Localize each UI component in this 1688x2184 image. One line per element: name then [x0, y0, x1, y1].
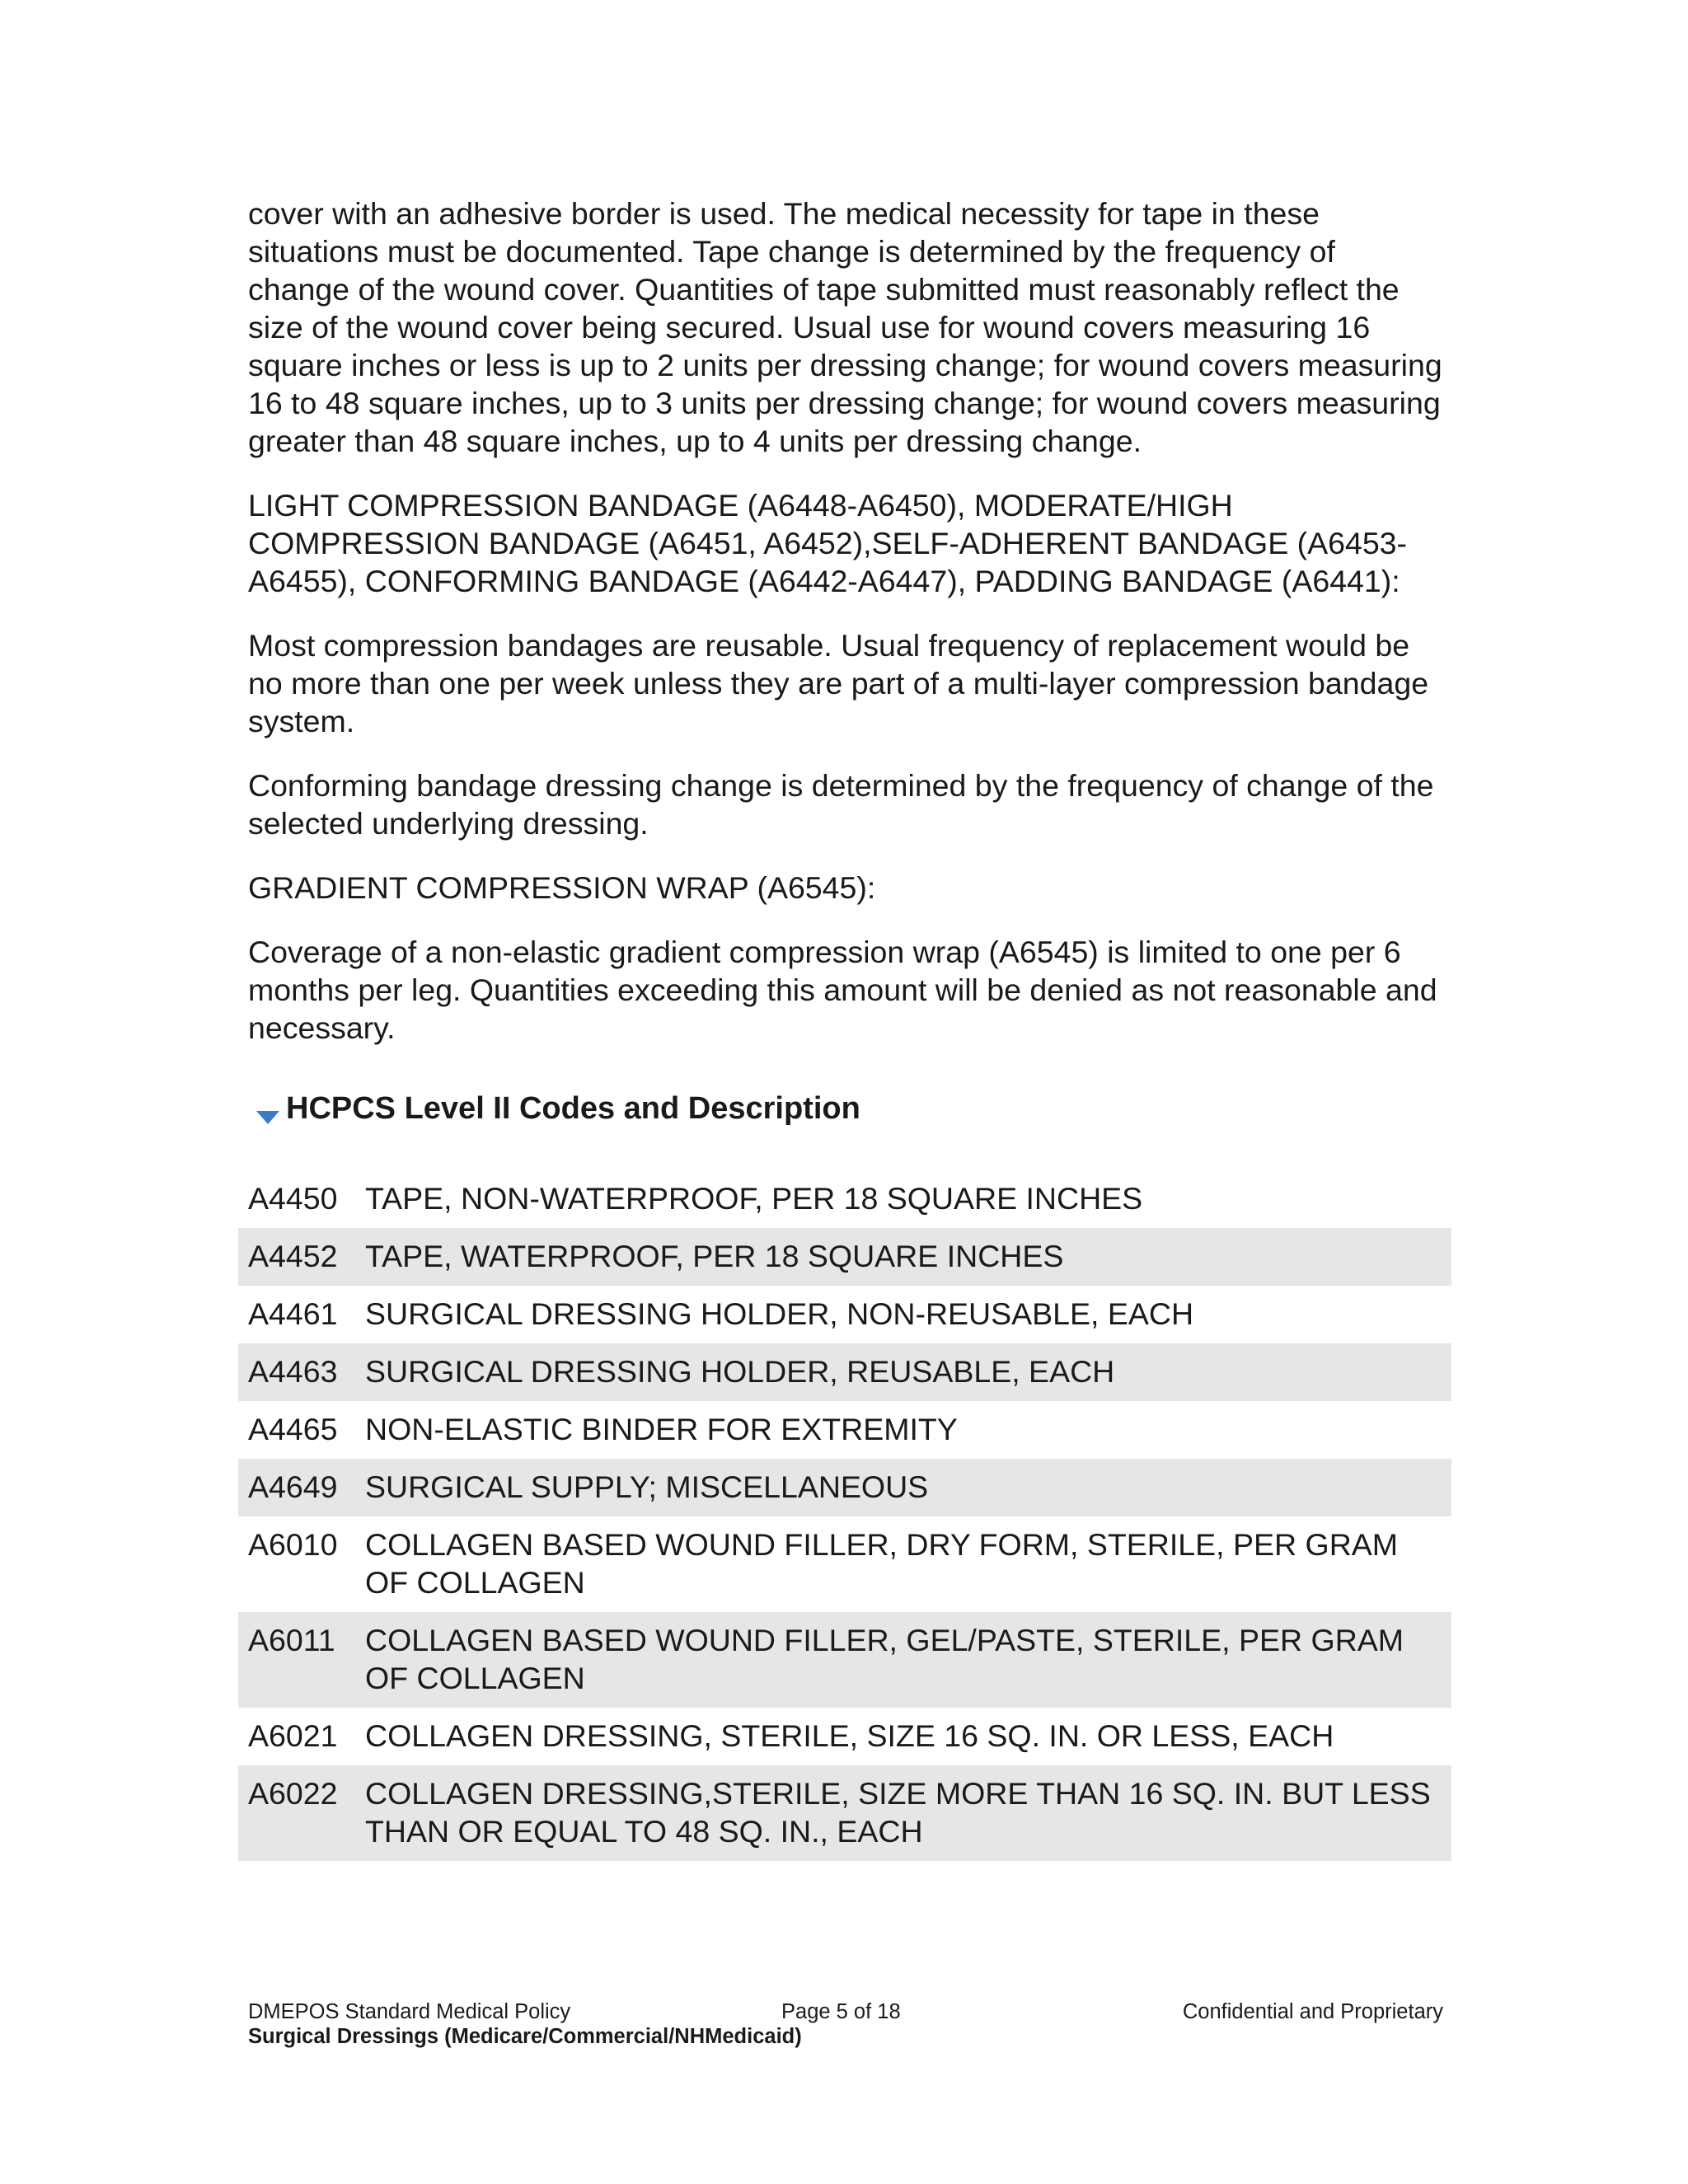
- paragraph-tape-usage: cover with an adhesive border is used. The medical necessity for tape in these situations must be documented. Tape change is determined by the frequency of change of the wound cover. Quantities of tape submitted must reasonably reflect the size of the wound cover being secured. Usual use for wound covers measuring 16 square inches or less is up to 2 units per dressing change; for wound covers measuring 16 to 48 square inches, up to 3 units per dressing change; for wound covers measuring greater than 48 square inches, up to 4 units per dressing change.: [248, 196, 1442, 458]
- footer-subtitle: Surgical Dressings (Medicare/Commercial/NHMedicaid): [248, 2025, 802, 2048]
- table-row: [238, 1343, 1451, 1401]
- code-cell: A6021: [248, 1718, 338, 1753]
- table-row: [238, 1708, 1451, 1765]
- table-row: [238, 1228, 1451, 1286]
- table-row: [238, 1459, 1451, 1516]
- code-cell: A4465: [248, 1412, 338, 1446]
- table-row: [238, 1612, 1451, 1708]
- paragraph-conforming-bandage: Conforming bandage dressing change is determined by the frequency of change of the selected underlying dressing.: [248, 768, 1434, 841]
- code-cell: A4461: [248, 1296, 338, 1331]
- code-cell: A4649: [248, 1469, 338, 1504]
- description-cell: COLLAGEN DRESSING, STERILE, SIZE 16 SQ. IN. OR LESS, EACH: [365, 1718, 1334, 1753]
- table-row: [238, 1765, 1451, 1861]
- table-row: [238, 1286, 1451, 1343]
- paragraph-compression-reusable: Most compression bandages are reusable. Usual frequency of replacement would be no more than one per week unless they are part of a multi-layer compression bandage system.: [248, 628, 1429, 738]
- code-cell: A4452: [248, 1239, 338, 1273]
- description-cell: SURGICAL DRESSING HOLDER, NON-REUSABLE, EACH: [365, 1296, 1194, 1331]
- footer-confidential: Confidential and Proprietary: [1182, 2000, 1443, 2023]
- description-cell: COLLAGEN DRESSING,STERILE, SIZE MORE THAN 16 SQ. IN. BUT LESS THAN OR EQUAL TO 48 SQ. IN., EACH: [365, 1776, 1431, 1849]
- table-row: [238, 1401, 1451, 1459]
- description-cell: COLLAGEN BASED WOUND FILLER, DRY FORM, STERILE, PER GRAM OF COLLAGEN: [365, 1527, 1399, 1600]
- code-cell: A4463: [248, 1354, 338, 1389]
- section-heading[interactable]: [251, 1090, 1443, 1127]
- page-footer: [248, 1999, 1443, 2049]
- table-row: [238, 1170, 1451, 1228]
- paragraph-gradient-coverage: Coverage of a non-elastic gradient compression wrap (A6545) is limited to one per 6 months per leg. Quantities exceeding this amount will be denied as not reasonable and necessary.: [248, 935, 1437, 1045]
- description-cell: SURGICAL SUPPLY; MISCELLANEOUS: [365, 1469, 929, 1504]
- code-cell: A6010: [248, 1527, 338, 1562]
- description-cell: SURGICAL DRESSING HOLDER, REUSABLE, EACH: [365, 1354, 1115, 1389]
- collapse-triangle-icon[interactable]: [251, 1099, 284, 1118]
- footer-policy-name: DMEPOS Standard Medical Policy: [248, 2000, 571, 2023]
- description-cell: TAPE, NON-WATERPROOF, PER 18 SQUARE INCHES: [365, 1181, 1143, 1216]
- description-cell: NON-ELASTIC BINDER FOR EXTREMITY: [365, 1412, 958, 1446]
- document-body: [248, 194, 1443, 1861]
- paragraph-gradient-heading: GRADIENT COMPRESSION WRAP (A6545):: [248, 870, 876, 905]
- codes-table: [238, 1170, 1451, 1861]
- footer-page-number: Page 5 of 18: [781, 2000, 901, 2023]
- table-row: [238, 1516, 1451, 1612]
- code-cell: A6022: [248, 1776, 338, 1811]
- description-cell: COLLAGEN BASED WOUND FILLER, GEL/PASTE, STERILE, PER GRAM OF COLLAGEN: [365, 1623, 1404, 1695]
- code-cell: A4450: [248, 1181, 338, 1216]
- footer-line: [248, 1999, 1443, 2024]
- description-cell: TAPE, WATERPROOF, PER 18 SQUARE INCHES: [365, 1239, 1064, 1273]
- section-heading-text: HCPCS Level II Codes and Description: [286, 1091, 860, 1126]
- paragraph-bandage-heading: LIGHT COMPRESSION BANDAGE (A6448-A6450), MODERATE/HIGH COMPRESSION BANDAGE (A6451, A6452),SELF-ADHERENT BANDAGE (A6453-A6455), CONFORMING BANDAGE (A6442-A6447), PADDING BANDAGE (A6441):: [248, 488, 1408, 598]
- code-cell: A6011: [248, 1623, 335, 1657]
